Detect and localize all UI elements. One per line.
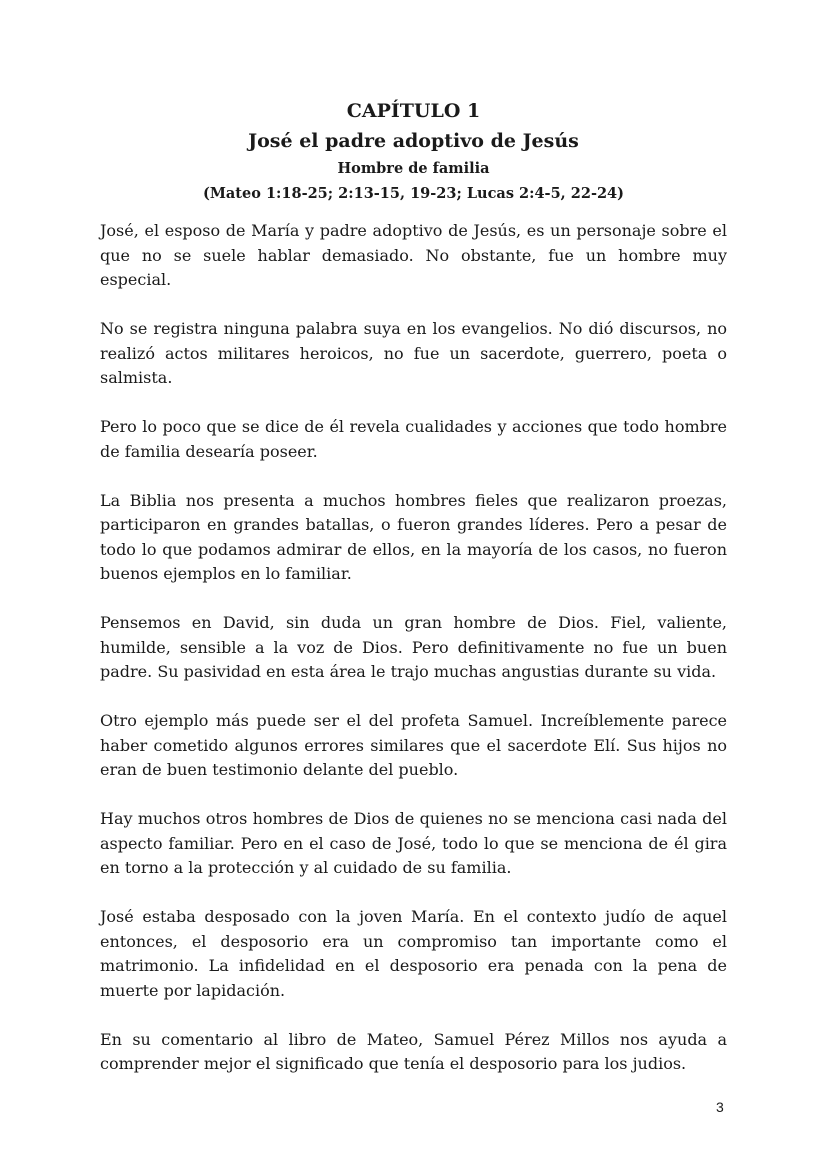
paragraph: No se registra ninguna palabra suya en los evangelios. No dió discursos, no realizó actos militares heroicos, no fue un sacerdote, guerrero, poeta o salmista. xyxy=(100,319,727,387)
paragraph: Pensemos en David, sin duda un gran hombre de Dios. Fiel, valiente, humilde, sensible a la voz de Dios. Pero definitivamente no fue un buen padre. Su pasividad en esta área le trajo muchas angustias durante su vida. xyxy=(100,613,727,681)
page-number: 3 xyxy=(716,1099,724,1115)
chapter-title: José el padre adoptivo de Jesús xyxy=(248,130,579,152)
paragraph: En su comentario al libro de Mateo, Samuel Pérez Millos nos ayuda a comprender mejor el significado que tenía el desposorio para los judios. xyxy=(100,1029,727,1073)
paragraph: Otro ejemplo más puede ser el del profeta Samuel. Increíblemente parece haber cometido algunos errores similares que el sacerdote Elí. Sus hijos no eran de buen testimonio delante del pueblo. xyxy=(100,711,727,779)
chapter-number: CAPÍTULO 1 xyxy=(346,100,481,122)
paragraph: La Biblia nos presenta a muchos hombres fieles que realizaron proezas, participaron en grandes batallas, o fueron grandes líderes. Pero a pesar de todo lo que podamos admirar de ellos, en la mayoría de los casos, no fueron buenos ejemplos en lo familiar. xyxy=(100,490,727,583)
paragraph: José estaba desposado con la joven María. En el contexto judío de aquel entonces, el desposorio era un compromiso tan importante como el matrimonio. La infidelidad en el desposorio era penada con la pena de muerte por lapidación. xyxy=(100,907,727,1000)
chapter-subtitle: Hombre de familia xyxy=(337,160,490,177)
paragraph: Pero lo poco que se dice de él revela cualidades y acciones que todo hombre de familia desearía poseer. xyxy=(100,417,727,461)
paragraph: José, el esposo de María y padre adoptivo de Jesús, es un personaje sobre el que no se suele hablar demasiado. No obstante, fue un hombre muy especial. xyxy=(100,221,727,289)
scripture-references: (Mateo 1:18-25; 2:13-15, 19-23; Lucas 2:4-5, 22-24) xyxy=(203,185,624,202)
body-text xyxy=(100,219,727,1101)
paragraph: Hay muchos otros hombres de Dios de quienes no se menciona casi nada del aspecto familiar. Pero en el caso de José, todo lo que se menciona de él gira en torno a la protección y al cuidado de su familia. xyxy=(100,809,727,877)
chapter-heading xyxy=(0,96,827,206)
